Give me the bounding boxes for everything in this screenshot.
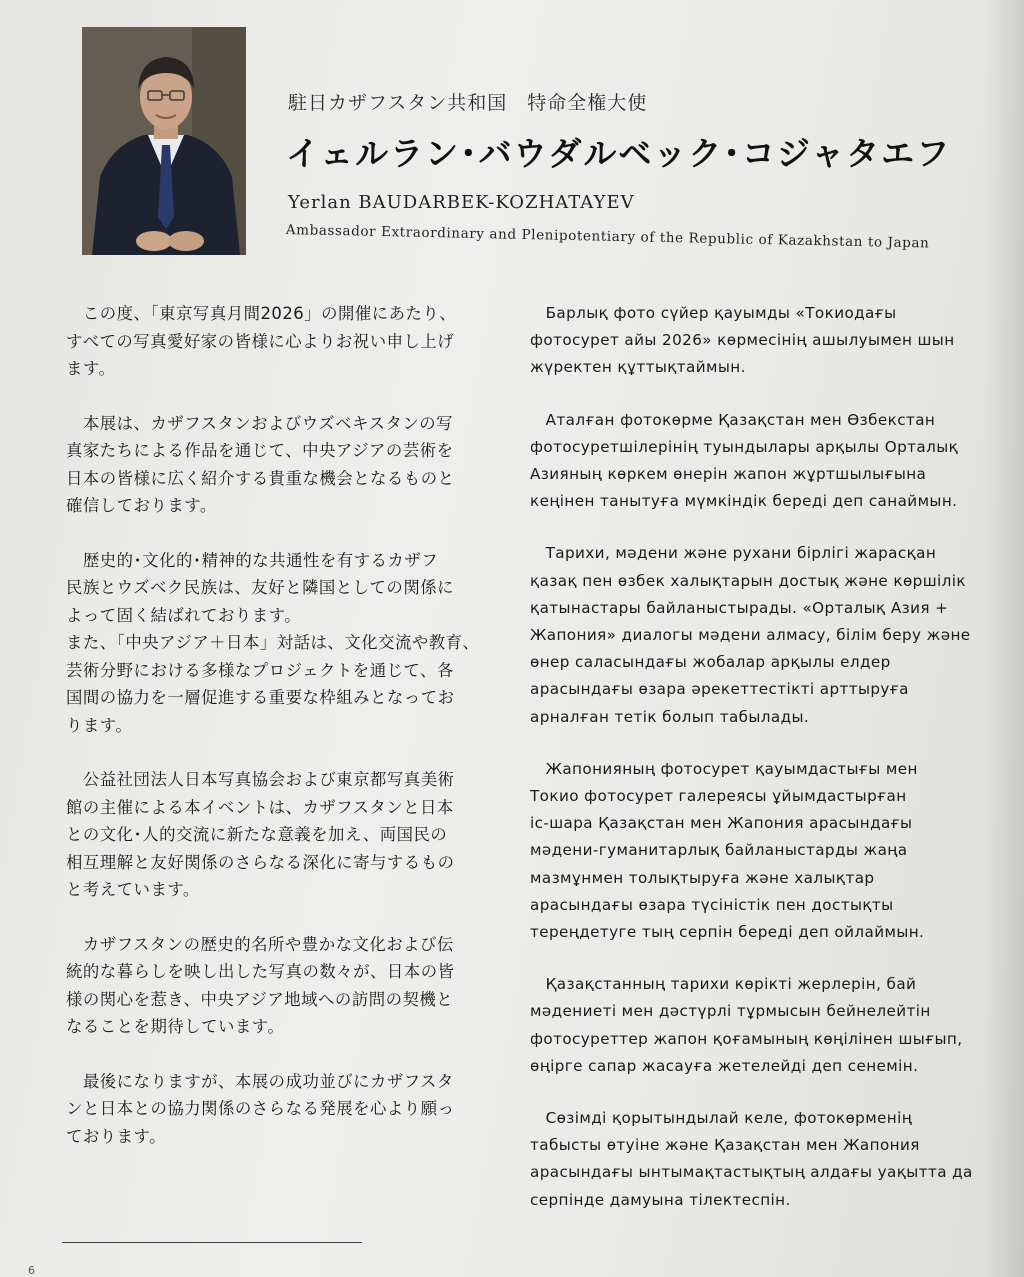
kz-paragraph: Барлық фото сүйер қауымды «Токиодағы фотосурет айы 2026» көрмесінің ашылуымен шын жүректен құттықтаймын. [530,304,955,377]
ambassador-role-en: Ambassador Extraordinary and Plenipotentiary of the Republic of Kazakhstan to Japan [285,222,930,252]
jp-paragraph: 公益社団法人日本写真協会および東京都写真美術 館の主催による本イベントは、カザフスタンと日本 との文化･人的交流に新たな意義を加え、両国民の 相互理解と友好関係のさらなる深化に寄与するもの と考えています。 [66,770,455,899]
kazakh-message-column [530,300,995,1239]
japanese-message-column [66,300,496,1177]
footer-divider [62,1242,362,1243]
jp-paragraph: 本展は、カザフスタンおよびウズベキスタンの写 真家たちによる作品を通じて、中央アジアの芸術を 日本の皆様に広く紹介する貴重な機会となるものと 確信しております。 [66,413,455,515]
ambassador-title-jp: 駐日カザフスタン共和国 特命全権大使 [288,92,648,114]
ambassador-portrait [82,27,246,255]
kz-paragraph: Тарихи, мәдени және рухани бірлігі жарасқан қазақ пен өзбек халықтарын достық және көршілік қатынастары байланыстырады. «Орталық Азия + Жапония» диалогы мәдени алмасу, білім беру және өнер саласындағы жобалар арқылы елдер арасындағы өзара әрекеттестікті арттыруға арналған тетік болып табылады. [530,544,971,726]
jp-paragraph: 歴史的･文化的･精神的な共通性を有するカザフ 民族とウズベク民族は、友好と隣国としての関係に よって固く結ばれております。 また、「中央アジア＋日本」対話は、文化交流や教育、 芸術分野における多様なプロジェクトを通じて、各 国間の協力を一層促進する重要な枠組みとなってお ります。 [66,550,480,735]
jp-paragraph: 最後になりますが、本展の成功並びにカザフスタ ンと日本との協力関係のさらなる発展を心より願っ ております。 [66,1071,455,1146]
kz-paragraph: Аталған фотокөрме Қазақстан мен Өзбекстан фотосуретшілерінің туындылары арқылы Орталық Азияның көркем өнерін жапон жұртшылығына кеңінен танытуға мүмкіндік береді деп санаймын. [530,410,959,511]
kz-paragraph: Қазақстанның тарихи көрікті жерлерін, бай мәдениеті мен дәстүрлі тұрмысын бейнелейтін фотосуреттер жапон қоғамының көңілінен шығып, өңірге сапар жасауға жетелейді деп сенемін. [530,975,963,1075]
ambassador-name-jp: イェルラン･バウダルベック･コジャタエフ [286,134,952,173]
ambassador-name-en: Yerlan BAUDARBEK-KOZHATAYEV [288,192,635,213]
kz-paragraph: Жапонияның фотосурет қауымдастығы мен Токио фотосурет галереясы ұйымдастырған іс-шара Қазақстан мен Жапония арасындағы мәдени-гуманитарлық байланыстарды жаңа мазмұнмен толықтыруға және халықтар арасындағы өзара түсіністік пен достықты тереңдетуге тың серпін береді деп ойлаймын. [530,759,925,942]
jp-paragraph: カザフスタンの歴史的名所や豊かな文化および伝 統的な暮らしを映し出した写真の数々が、日本の皆 様の関心を惹き、中央アジア地域への訪問の契機と なることを期待しています。 [66,934,455,1036]
kz-paragraph: Сөзімді қорытындылай келе, фотокөрменің табысты өтуіне және Қазақстан мен Жапония арасындағы ынтымақтастықтың алдағы уақытта да серпінде дамуына тілектеспін. [530,1109,973,1209]
jp-paragraph: この度、「東京写真月間2026」の開催にあたり、 すべての写真愛好家の皆様に心よりお祝い申し上げ ます。 [66,304,457,378]
page-number: 6 [28,1264,35,1277]
